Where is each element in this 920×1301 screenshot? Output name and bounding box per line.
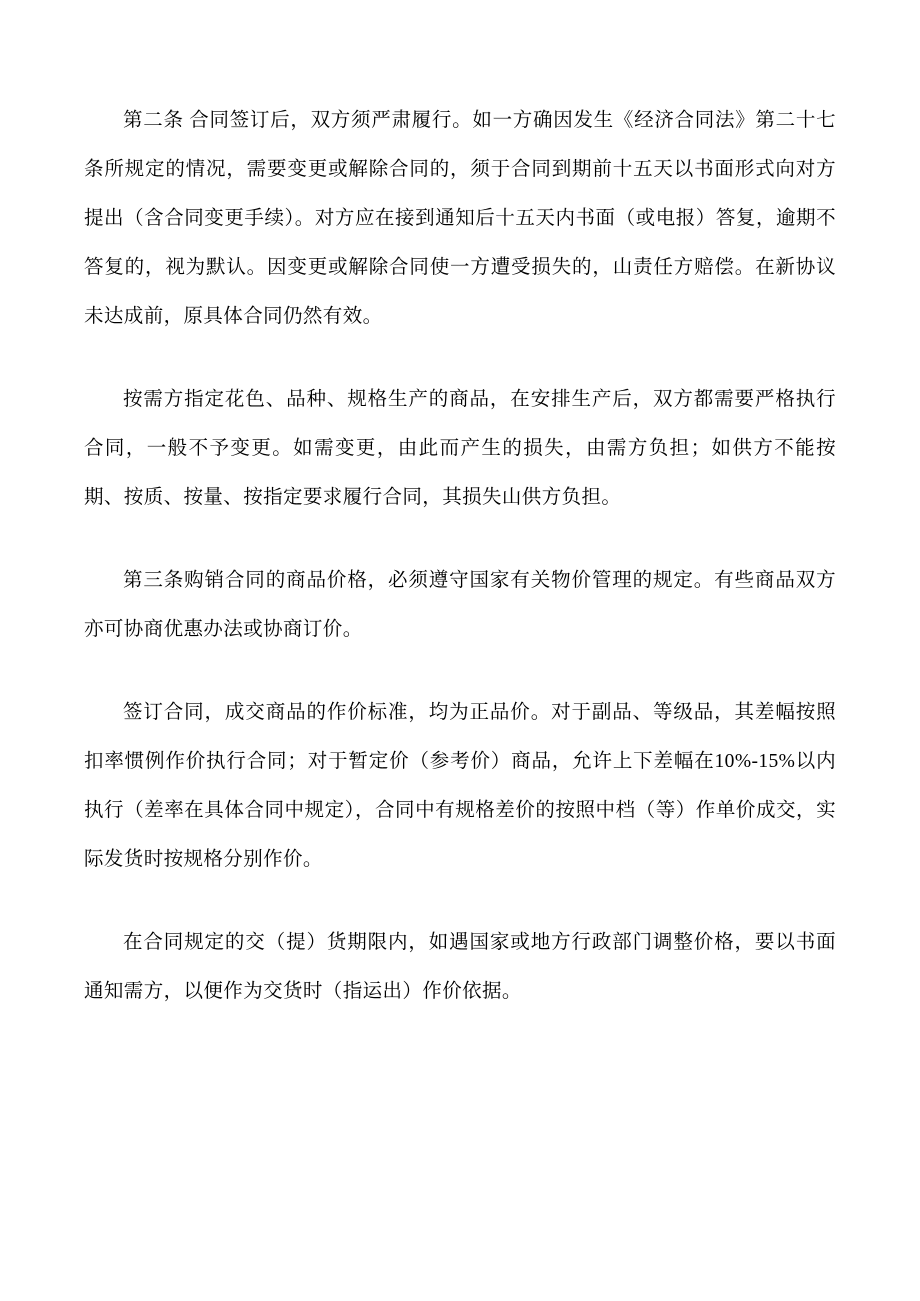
paragraph: 签订合同，成交商品的作价标准，均为正品价。对于副品、等级品，其差幅按照扣率惯例作价执行合同；对于暂定价（参考价）商品，允许上下差幅在10%-15%以内执行（差率在具体合同中规定），合同中有规格差价的按照中档（等）作单价成交，实际发货时按规格分别作价。 [84,702,836,870]
paragraph: 第二条 合同签订后，双方须严肃履行。如一方确因发生《经济合同法》第二十七条所规定的情况，需要变更或解除合同的，须于合同到期前十五天以书面形式向对方提出（含合同变更手续）。对方应在接到通知后十五天内书面（或电报）答复，逾期不答复的，视为默认。因变更或解除合同使一方遭受损失的，山责任方赔偿。在新协议未达成前，原具体合同仍然有效。 [84,110,836,327]
paragraph: 第三条购销合同的商品价格，必须遵守国家有关物价管理的规定。有些商品双方亦可协商优惠办法或协商订价。 [84,570,836,640]
paragraph: 按需方指定花色、品种、规格生产的商品，在安排生产后，双方都需要严格执行合同，一般不予变更。如需变更，由此而产生的损失，由需方负担；如供方不能按期、按质、按量、按指定要求履行合同，其损失山供方负担。 [84,389,836,508]
paragraph: 在合同规定的交（提）货期限内，如遇国家或地方行政部门调整价格，要以书面通知需方，以便作为交货时（指运出）作价依据。 [84,932,836,1002]
document-body [84,96,836,1016]
